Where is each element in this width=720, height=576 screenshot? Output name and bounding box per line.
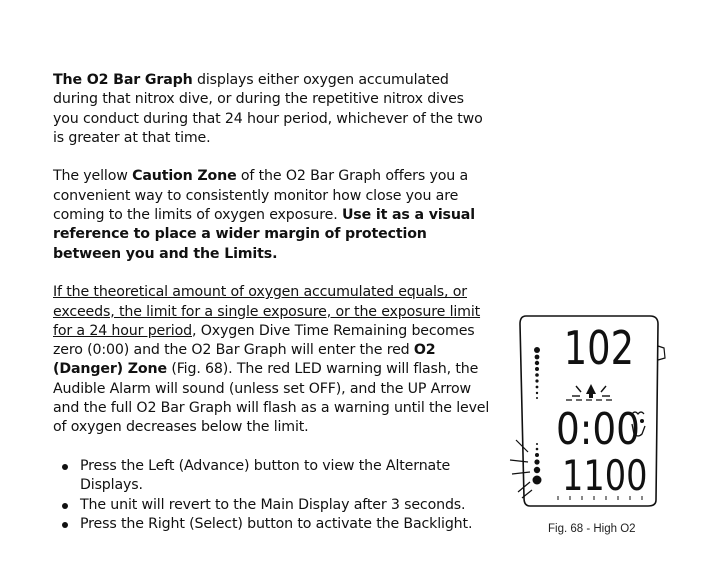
paragraph-danger-zone xyxy=(53,283,493,437)
figure-caption: Fig. 68 - High O2 xyxy=(548,523,636,535)
term-danger-zone: O2 (Danger) Zone xyxy=(53,342,436,378)
device-side-bump xyxy=(658,346,665,360)
instruction-list xyxy=(53,457,493,534)
emphasis-note: Use it as a visual reference to place a wider margin of protection between you and the Limits. xyxy=(53,207,475,262)
o2-bar-graph-top xyxy=(534,347,540,399)
flash-warning-icon xyxy=(510,440,532,498)
term-o2-bar-graph: The O2 Bar Graph xyxy=(53,72,193,88)
max-depth-readout: 1100 xyxy=(562,451,648,500)
term-caution-zone: Caution Zone xyxy=(132,168,237,185)
o2-bar-graph-bottom xyxy=(533,443,542,485)
underlined-condition: If the theoretical amount of oxygen accumulated equals, or exceeds, the limit for a single exposure, or the exposure limit for a 24 hour period xyxy=(53,284,481,339)
paragraph-text: (Fig. 68). The red LED warning will flash, the Audible Alarm will sound (unless set OFF), and the UP Arrow and the full O2 Bar Graph will flash as a warning until the level of oxygen decreases below the limit. xyxy=(53,361,490,436)
dive-computer-display-figure xyxy=(508,312,668,512)
list-item xyxy=(53,515,493,534)
list-item-text: Press the Left (Advance) button to view the Alternate Displays. xyxy=(80,457,451,494)
paragraph-o2-bar-graph xyxy=(53,71,493,148)
paragraph-text: , Oxygen Dive Time Remaining becomes zero (0:00) and the O2 Bar Graph will enter the red xyxy=(53,322,475,359)
list-item-text: Press the Right (Select) button to activate the Backlight. xyxy=(80,515,473,532)
body-text xyxy=(53,71,493,534)
list-item-text: The unit will revert to the Main Display after 3 seconds. xyxy=(80,496,466,513)
paragraph-text: of the O2 Bar Graph offers you a convenient way to consistently monitor how close you are coming to the limits of oxygen exposure. xyxy=(53,168,468,224)
lcd-display xyxy=(508,312,668,512)
paragraph-text: displays either oxygen accumulated during that nitrox dive, or during the repetitive nitrox dives you conduct during that 24 hour period, whichever of the two is greater at that time. xyxy=(53,72,483,146)
depth-readout: 102 xyxy=(563,320,634,376)
o2-time-remaining-readout: 0:00 xyxy=(556,403,640,455)
bullet-icon xyxy=(62,503,68,509)
bullet-icon xyxy=(62,464,68,470)
list-item xyxy=(53,457,493,496)
up-arrow-icon xyxy=(566,384,616,400)
paragraph-caution-zone xyxy=(53,167,493,263)
bullet-icon xyxy=(62,522,68,528)
paragraph-text: The yellow xyxy=(53,168,133,185)
list-item xyxy=(53,496,493,515)
